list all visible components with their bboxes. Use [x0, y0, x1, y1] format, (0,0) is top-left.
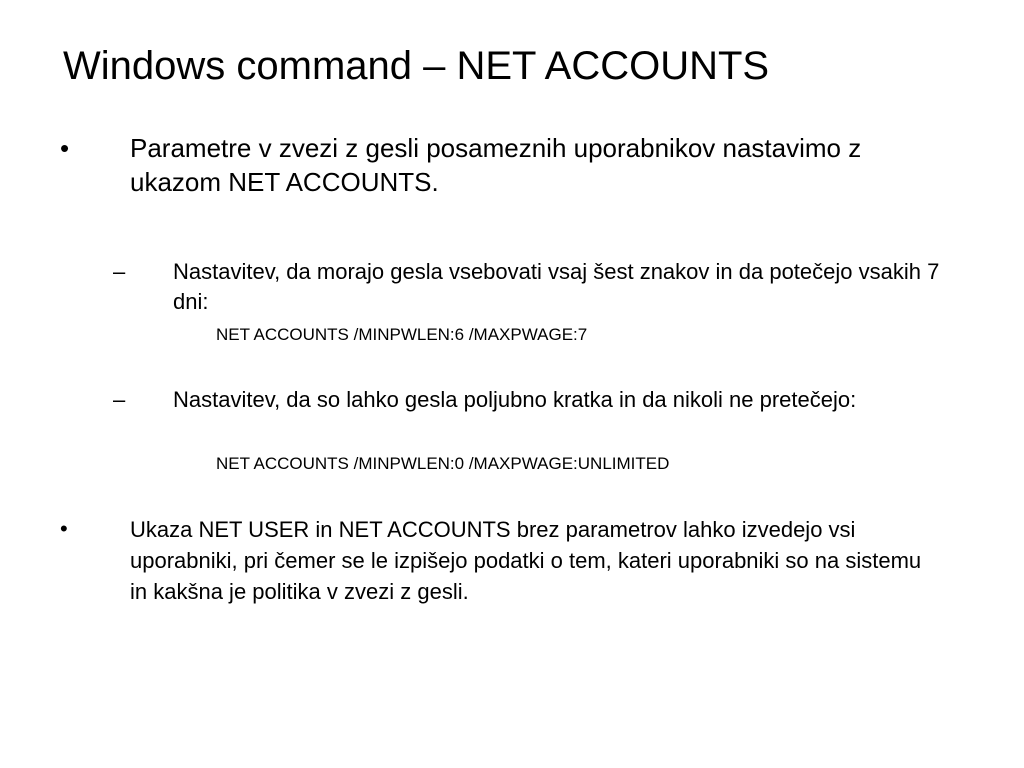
bullet-marker: •	[60, 133, 70, 163]
dash-marker: –	[113, 387, 126, 412]
bullet-marker: •	[60, 516, 68, 541]
command-line: NET ACCOUNTS /MINPWLEN:0 /MAXPWAGE:UNLIMITED	[216, 454, 670, 473]
sub-bullet-text: Nastavitev, da morajo gesla vsebovati vsaj šest znakov in da potečejo vsakih 7 dni:	[173, 259, 940, 314]
bullet-text: Ukaza NET USER in NET ACCOUNTS brez parametrov lahko izvedejo vsi uporabniki, pri čemer se le izpišejo podatki o tem, kateri uporabniki so na sistemu in kakšna je politika v zvezi z gesli.	[130, 517, 922, 604]
dash-marker: –	[113, 259, 126, 284]
sub-bullet-text: Nastavitev, da so lahko gesla poljubno kratka in da nikoli ne pretečejo:	[173, 387, 857, 412]
bullet-text: Parametre v zvezi z gesli posameznih uporabnikov nastavimo z ukazom NET ACCOUNTS.	[130, 133, 862, 197]
slide-title: Windows command – NET ACCOUNTS	[63, 44, 770, 88]
command-line: NET ACCOUNTS /MINPWLEN:6 /MAXPWAGE:7	[216, 325, 588, 344]
